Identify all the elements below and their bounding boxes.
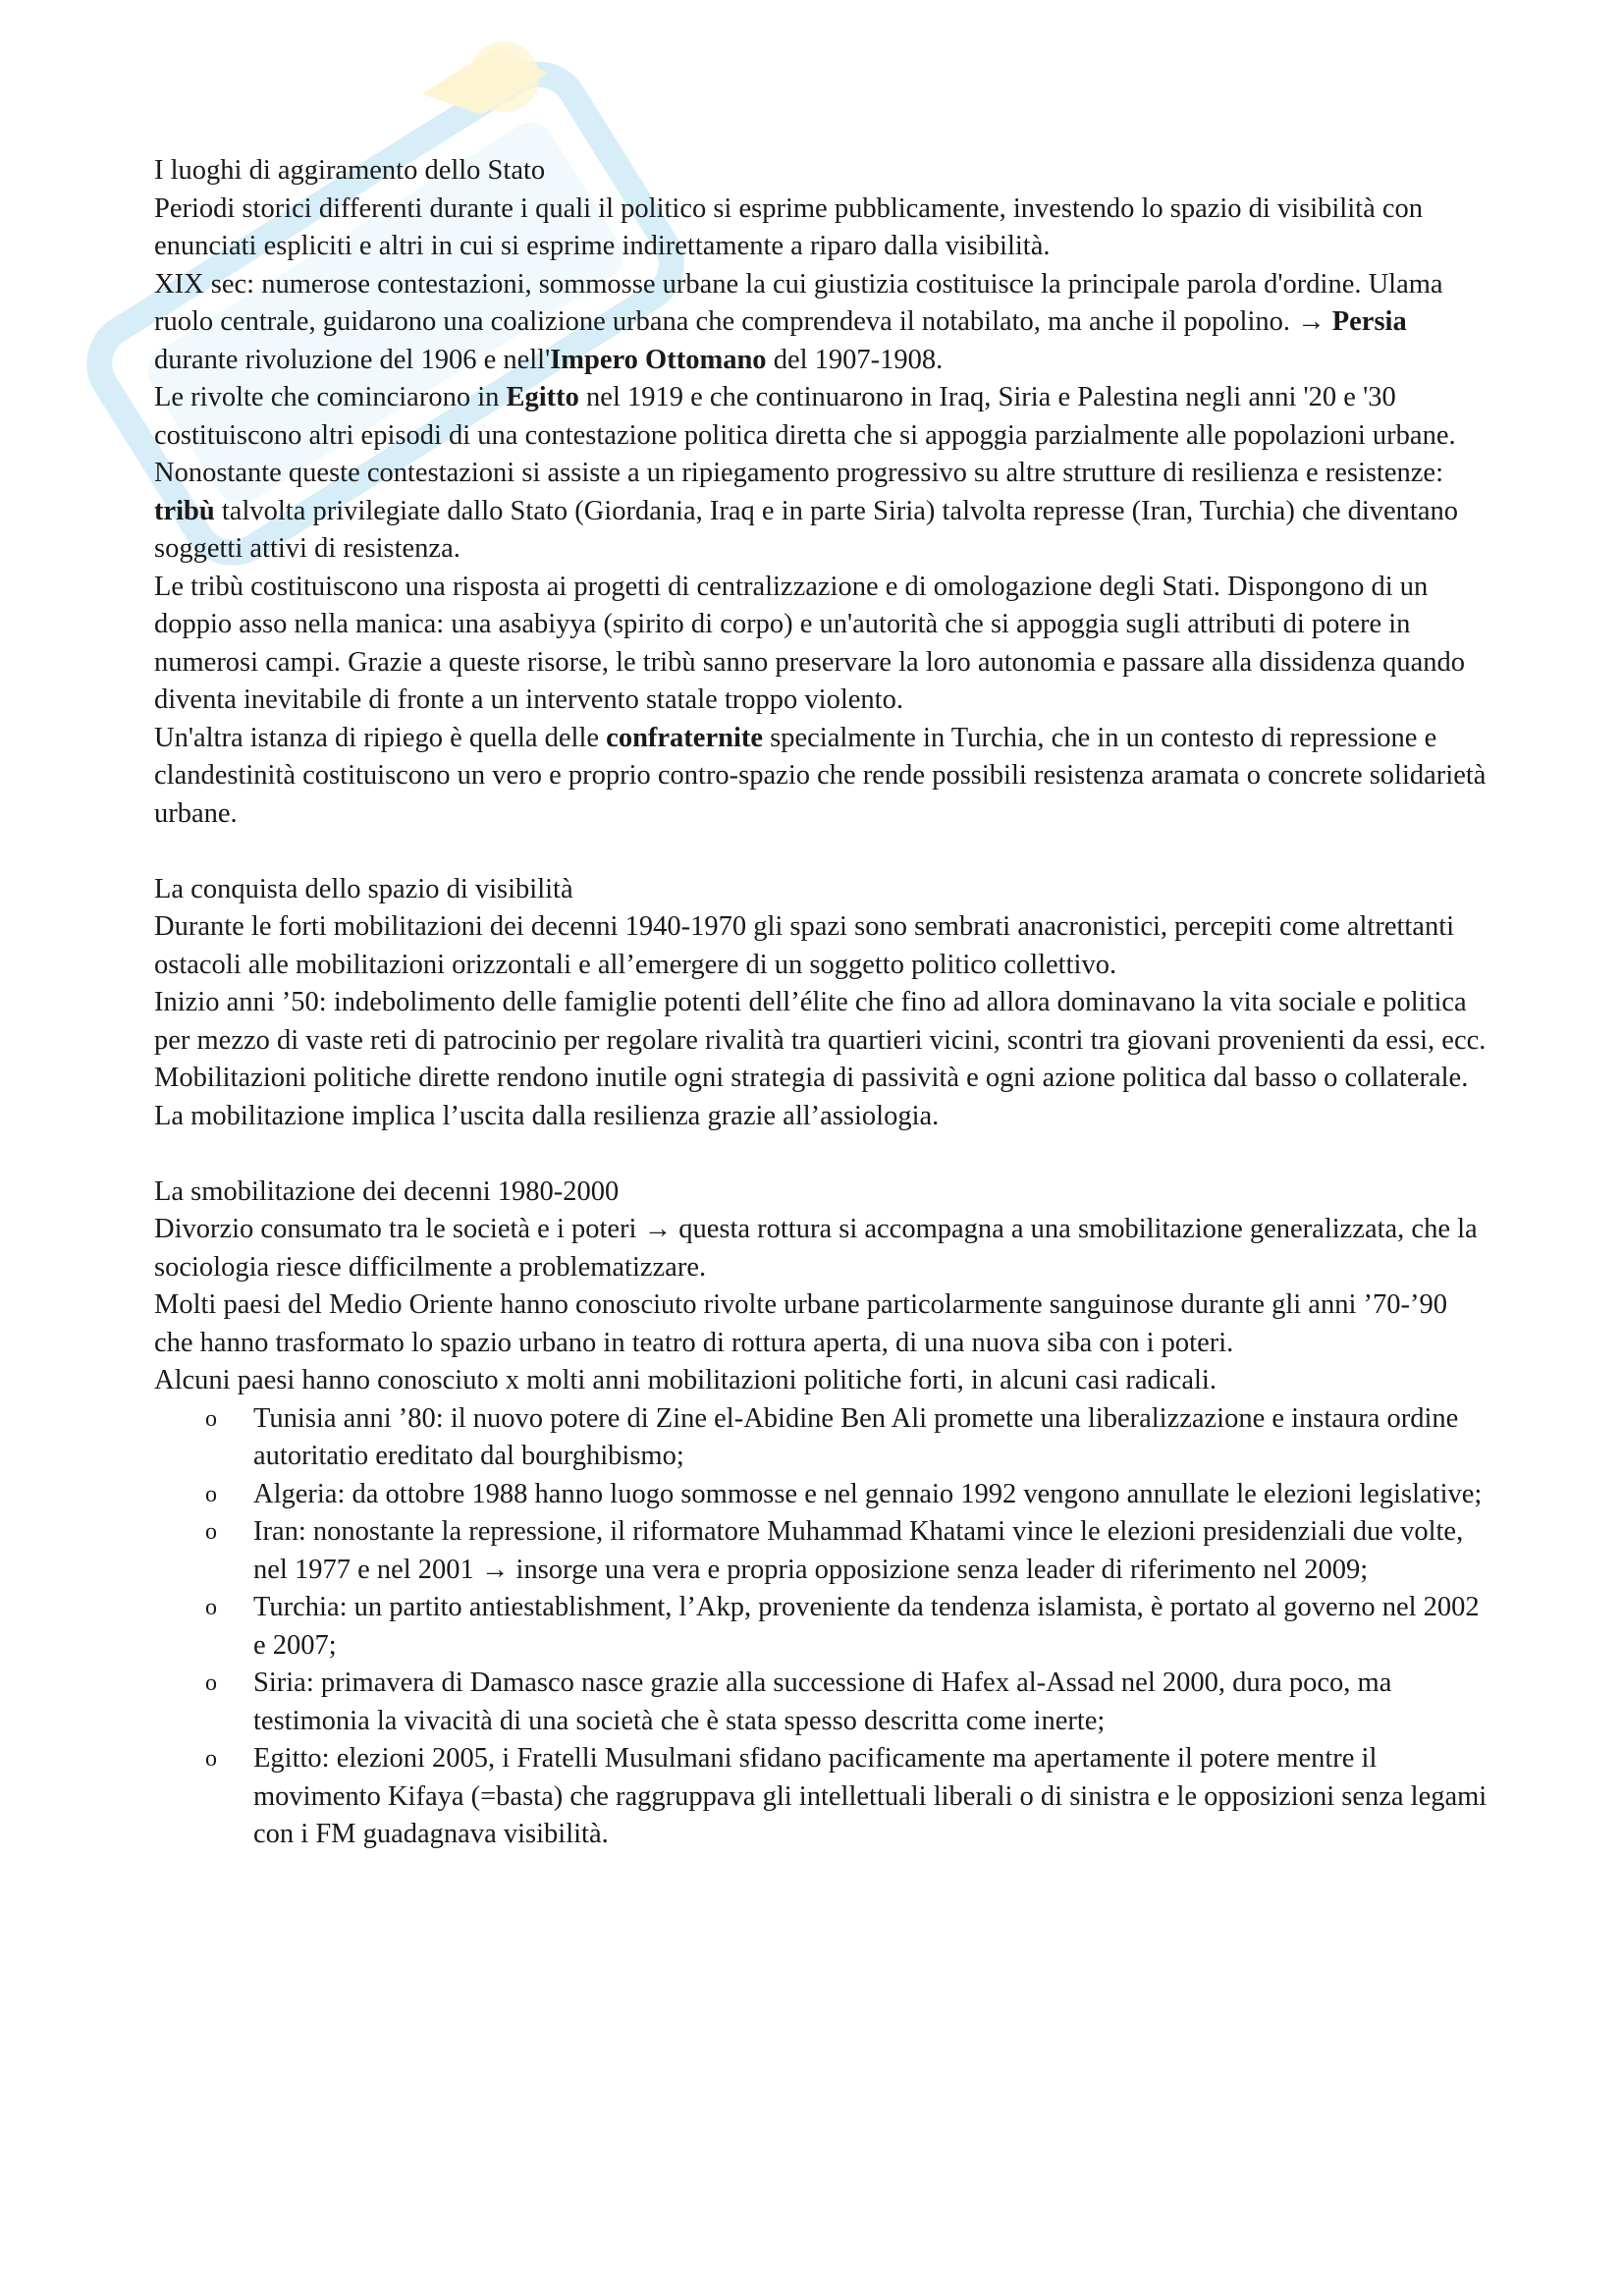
section-title-smobilitazione: La smobilitazione dei decenni 1980-2000 [154,1175,620,1207]
list-item: o Iran: nonostante la repressione, il riformatore Muhammad Khatami vince le elezioni presidenziali due volte, nel 1977 e nel 2001 → insorge una vera e propria opposizione senza leader di riferimento nel 2009; [154,1513,1489,1589]
paragraph: Mobilitazioni politiche dirette rendono inutile ogni strategia di passività e ogni azione politica dal basso o collaterale. La mobilitazione implica l’uscita dalla resilienza grazie all’assiologia. [154,1063,1469,1131]
country-list [154,1400,1489,1854]
bullet-icon: o [205,1519,217,1545]
list-item: o Siria: primavera di Damasco nasce grazie alla successione di Hafex al-Assad nel 2000, dura poco, ma testimonia la vivacità di una società che è stata spesso descritta come inerte; [154,1665,1489,1740]
blank-line [154,1135,1489,1174]
paragraph: Le tribù costituiscono una risposta ai progetti di centralizzazione e di omologazione degli Stati. Dispongono di un doppio asso nella manica: una asabiyya (spirito di corpo) e un'autorità che si appoggia sugli attributi di potere in numerosi campi. Grazie a queste risorse, le tribù sanno preservare la loro autonomia e passare alla dissidenza quando diventa inevitabile di fronte a un intervento statale troppo violento. [154,571,1466,715]
paragraph: Nonostante queste contestazioni si assiste a un ripiegamento progressivo su altre strutture di resilienza e resistenze: tribù talvolta privilegiate dallo Stato (Giordania, Iraq e in parte Siria) talvolta represse (Iran, Turchia) che diventano soggetti attivi di resistenza. [154,458,1458,564]
bullet-icon: o [205,1670,217,1696]
bullet-icon: o [205,1746,217,1772]
paragraph: Molti paesi del Medio Oriente hanno conosciuto rivolte urbane particolarmente sanguinose durante gli anni ’70-’90 che hanno trasformato lo spazio urbano in teatro di rottura aperta, di una nuova siba con i poteri. [154,1289,1447,1358]
paragraph: Divorzio consumato tra le società e i poteri → questa rottura si accompagna a una smobilitazione generalizzata, che la sociologia riesce difficilmente a problematizzare. [154,1214,1478,1283]
bullet-icon: o [205,1481,217,1507]
paragraph: Periodi storici differenti durante i quali il politico si esprime pubblicamente, investendo lo spazio di visibilità con enunciati espliciti e altri in cui si esprime indirettamente a riparo dalla visibilità. [154,192,1423,261]
paragraph: XIX sec: numerose contestazioni, sommosse urbane la cui giustizia costituisce la principale parola d'ordine. Ulama ruolo centrale, guidarono una coalizione urbana che comprendeva il notabilato, ma anche il popolino. → Persia durante rivoluzione del 1906 e nell'Impero Ottomano del 1907-1908. [154,268,1443,375]
section-title-aggiramento: I luoghi di aggiramento dello Stato [154,155,546,186]
bullet-icon: o [205,1595,217,1620]
document-body [154,152,1489,1854]
paragraph: Un'altra istanza di ripiego è quella delle confraternite specialmente in Turchia, che in un contesto di repressione e clandestinità costituiscono un vero e proprio contro-spazio che rende possibili resistenza aramata o concrete solidarietà urbane. [154,722,1487,829]
paragraph: Alcuni paesi hanno conosciuto x molti anni mobilitazioni politiche forti, in alcuni casi radicali. [154,1365,1217,1395]
list-item: o Egitto: elezioni 2005, i Fratelli Musulmani sfidano pacificamente ma apertamente il potere mentre il movimento Kifaya (=basta) che raggruppava gli intellettuali liberali o di sinistra e le opposizioni senza legami con i FM guadagnava visibilità. [154,1740,1489,1854]
paragraph: Durante le forti mobilitazioni dei decenni 1940-1970 gli spazi sono sembrati anacronistici, percepiti come altrettanti ostacoli alle mobilitazioni orizzontali e all’emergere di un soggetto politico collettivo. [154,911,1455,980]
blank-line [154,833,1489,871]
bullet-icon: o [205,1405,217,1432]
section-title-conquista: La conquista dello spazio di visibilità [154,873,573,904]
paragraph: Inizio anni ’50: indebolimento delle famiglie potenti dell’élite che fino ad allora dominavano la vita sociale e politica per mezzo di vaste reti di patrocinio per regolare rivalità tra quartieri vicini, scontri tra giovani provenienti da essi, ecc. [154,987,1487,1056]
list-item: o Turchia: un partito antiestablishment, l’Akp, proveniente da tendenza islamista, è portato al governo nel 2002 e 2007; [154,1589,1489,1665]
paragraph: Le rivolte che cominciarono in Egitto nel 1919 e che continuarono in Iraq, Siria e Palestina negli anni '20 e '30 costituiscono altri episodi di una contestazione politica diretta che si appoggia parzialmente alle popolazioni urbane. [154,382,1456,451]
list-item: o Tunisia anni ’80: il nuovo potere di Zine el-Abidine Ben Ali promette una liberalizzazione e instaura ordine autoritatio ereditato dal bourghibismo; [154,1400,1489,1476]
list-item: o Algeria: da ottobre 1988 hanno luogo sommosse e nel gennaio 1992 vengono annullate le elezioni legislative; [154,1476,1489,1514]
